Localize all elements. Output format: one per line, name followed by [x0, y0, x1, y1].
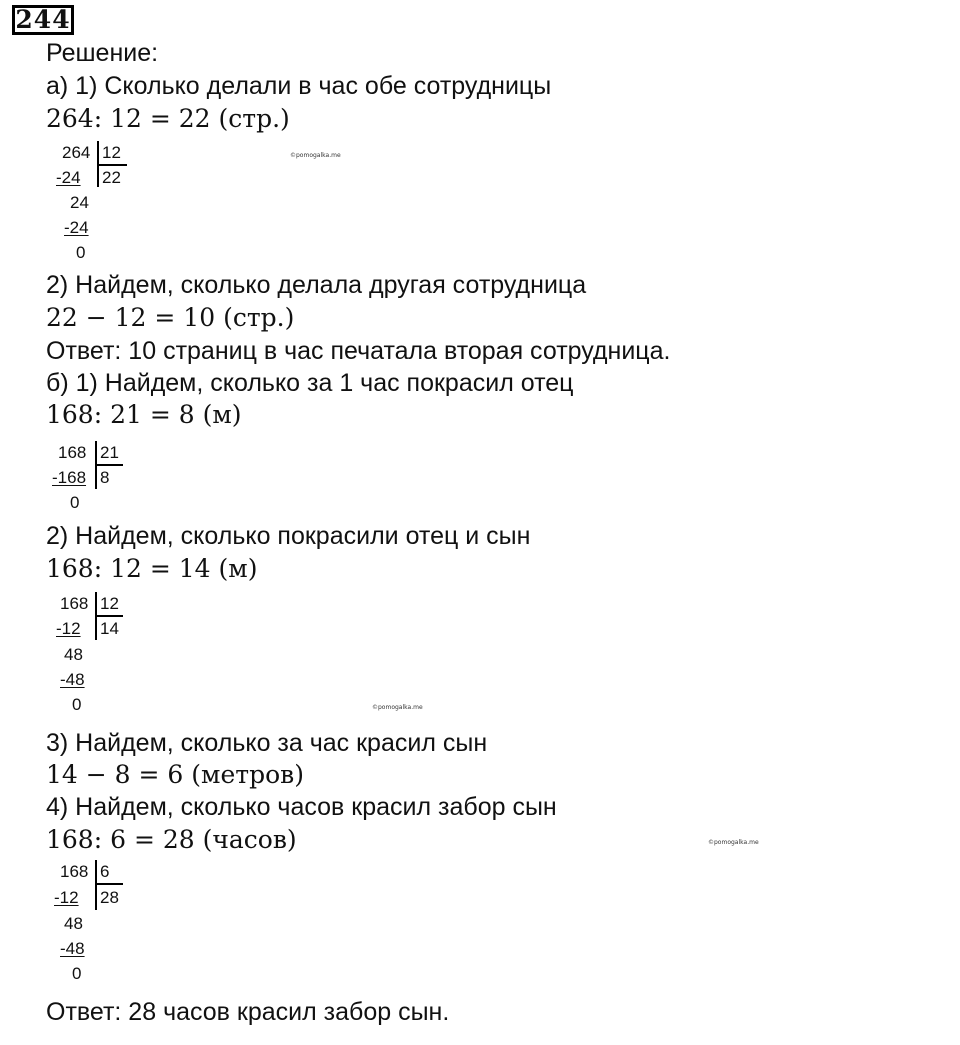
part-b-equation-1: 168: 21 = 8 (м): [46, 400, 242, 429]
solution-heading: Решение:: [46, 39, 159, 67]
part-b-step-3: 3) Найдем, сколько за час красил сын: [46, 729, 488, 757]
final-remainder: 0: [70, 493, 80, 512]
part-a-answer: Ответ: 10 страниц в час печатала вторая сотрудница.: [46, 337, 671, 365]
divisor-underline: [97, 464, 123, 466]
part-a-equation-1: 264: 12 = 22 (стр.): [46, 104, 290, 133]
divisor: 21: [100, 443, 119, 462]
dividend: 168: [60, 594, 89, 613]
divisor-underline: [97, 883, 123, 885]
problem-number: 244: [12, 5, 74, 35]
part-b-equation-4: 168: 6 = 28 (часов): [46, 825, 297, 854]
watermark: ©pomogalka.me: [708, 839, 759, 846]
part-a-step-2: 2) Найдем, сколько делала другая сотрудница: [46, 271, 587, 299]
dividend: 168: [58, 443, 87, 462]
divisor-underline: [99, 164, 127, 166]
subtrahend-2: -48: [60, 670, 85, 689]
part-b-answer: Ответ: 28 часов красил забор сын.: [46, 998, 450, 1026]
division-bar: [95, 860, 97, 910]
remainder-step-1: 24: [70, 193, 89, 212]
quotient: 28: [100, 888, 119, 907]
remainder-step-1: 48: [64, 914, 83, 933]
subtrahend-2: -48: [60, 939, 85, 958]
quotient: 8: [100, 468, 110, 487]
subtrahend-1: -24: [56, 168, 81, 187]
remainder-step-1: 48: [64, 645, 83, 664]
final-remainder: 0: [72, 964, 82, 983]
final-remainder: 0: [72, 695, 82, 714]
divisor: 12: [100, 594, 119, 613]
part-a-equation-2: 22 − 12 = 10 (стр.): [46, 303, 295, 332]
dividend: 264: [62, 143, 91, 162]
watermark: ©pomogalka.me: [372, 704, 423, 711]
watermark: ©pomogalka.me: [290, 152, 341, 159]
final-remainder: 0: [76, 243, 86, 262]
subtrahend-2: -24: [64, 218, 89, 237]
quotient: 22: [102, 168, 121, 187]
divisor-underline: [97, 615, 123, 617]
part-a-step-1: а) 1) Сколько делали в час обе сотрудницы: [46, 72, 552, 100]
part-b-step-4: 4) Найдем, сколько часов красил забор сын: [46, 793, 557, 821]
subtrahend-1: -12: [54, 888, 79, 907]
quotient: 14: [100, 619, 119, 638]
part-b-equation-3: 14 − 8 = 6 (метров): [46, 760, 304, 789]
part-b-equation-2: 168: 12 = 14 (м): [46, 554, 258, 583]
subtrahend-1: -12: [56, 619, 81, 638]
divisor: 6: [100, 862, 110, 881]
dividend: 168: [60, 862, 89, 881]
part-b-step-2: 2) Найдем, сколько покрасили отец и сын: [46, 522, 531, 550]
part-b-step-1: б) 1) Найдем, сколько за 1 час покрасил отец: [46, 369, 574, 397]
subtrahend-1: -168: [52, 468, 87, 487]
divisor: 12: [102, 143, 121, 162]
